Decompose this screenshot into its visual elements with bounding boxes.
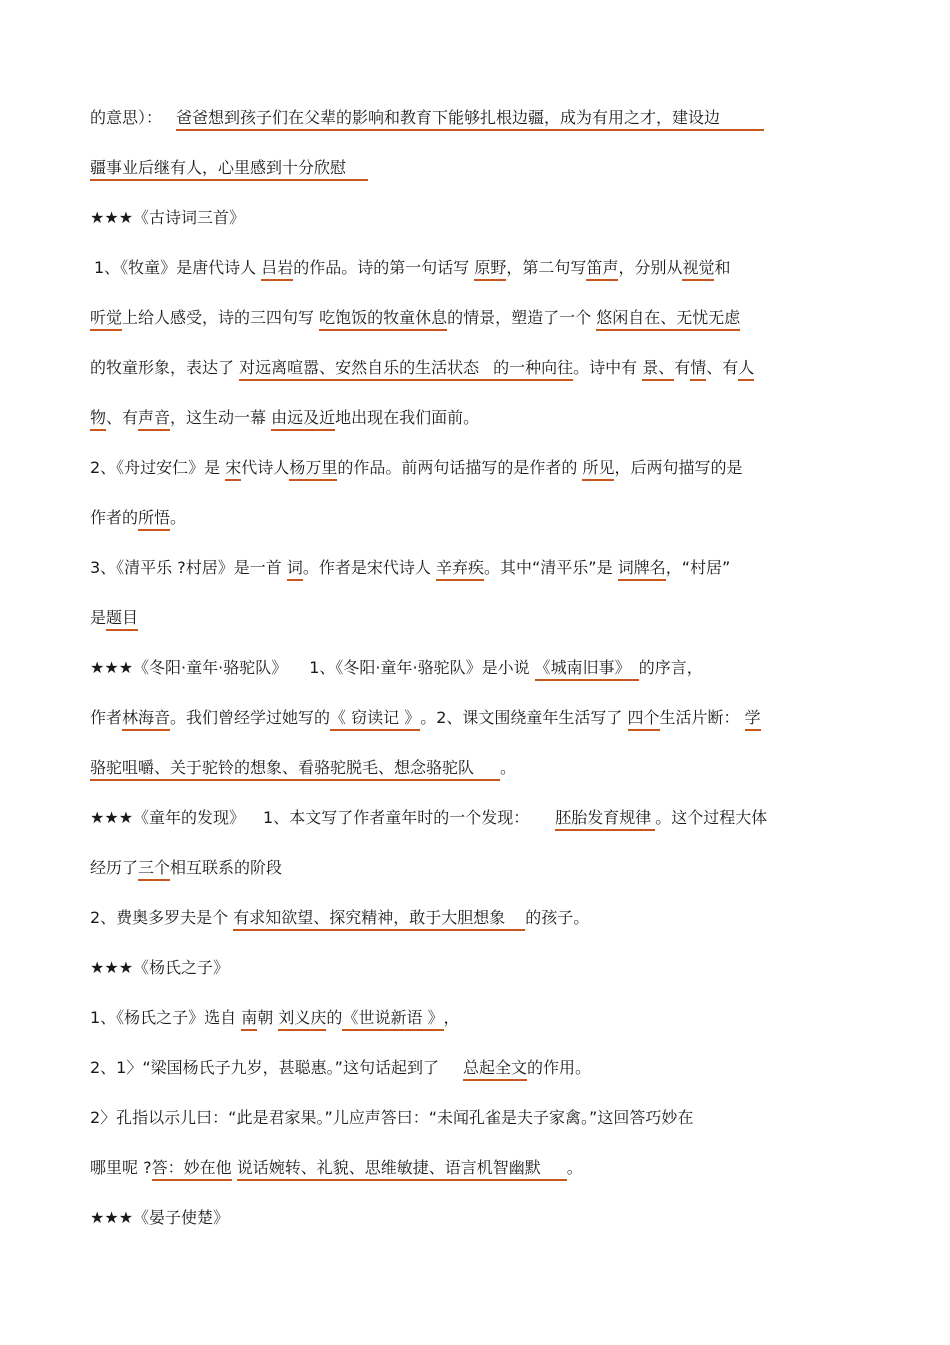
section-heading-yangshi: [90, 955, 865, 981]
text-line-4: [90, 255, 865, 281]
line-text: 和: [714, 258, 731, 277]
line-text: ，第二句写: [506, 258, 587, 277]
answer-blank: 胚胎发育规律: [555, 807, 655, 831]
text-line-21: [90, 1105, 865, 1131]
line-text: 的意思）：: [90, 108, 163, 127]
answer-blank: 疆事业后继有人，心里感到十分欣慰: [90, 157, 368, 181]
answer-blank: 题目: [106, 607, 138, 631]
text-line-7: [90, 405, 865, 431]
answer-blank: 杨万里: [289, 457, 337, 481]
text-line-9: [90, 505, 865, 531]
answer-blank: 刘义庆: [278, 1007, 326, 1031]
answer-blank: 物: [90, 407, 106, 431]
line-text: 相互联系的阶段: [170, 858, 283, 877]
answer-blank: 三个: [138, 857, 170, 881]
answer-blank: 的一种向往: [493, 357, 573, 381]
section-title: ★★★《杨氏之子》: [90, 958, 230, 977]
section-title: ★★★《童年的发现》: [90, 808, 246, 827]
answer-blank: 所悟: [138, 507, 170, 531]
text-line-22: [90, 1155, 865, 1181]
section-heading-dongyang: [90, 655, 865, 681]
line-text: 作者的: [90, 508, 139, 527]
answer-blank: 说话婉转、礼貌、思维敏捷、语言机智幽默: [237, 1157, 567, 1181]
line-text: 。诗中有: [573, 358, 638, 377]
line-text: 。: [566, 1158, 583, 1177]
line-text: 的情景，塑造了一个: [447, 308, 592, 327]
text-line-8: [90, 455, 865, 481]
line-text: ，“村居”: [665, 558, 731, 577]
answer-blank: 景、: [642, 357, 674, 381]
section-heading-yanzi: [90, 1205, 865, 1231]
line-text: 2、费奥多罗夫是个: [90, 908, 229, 927]
answer-blank: 声音: [138, 407, 170, 431]
line-text: 。2、课文围绕童年生活写了: [420, 708, 623, 727]
line-text: 的作品。诗的第一句话写: [293, 258, 470, 277]
answer-blank: 听觉: [90, 307, 122, 331]
answer-blank: 南: [241, 1007, 257, 1031]
text-line-17: [90, 905, 865, 931]
line-text: 。我们曾经学过她写的: [170, 708, 331, 727]
section-title: ★★★《晏子使楚》: [90, 1208, 230, 1227]
line-text: 上给人感受，诗的三四句写: [122, 308, 315, 327]
answer-blank: 有求知欲望、探究精神，敢于大胆想象: [233, 907, 525, 931]
answer-blank: 爸爸想到孩子们在父辈的影响和教育下能够扎根边疆，成为有用之才，建设边: [176, 107, 764, 131]
line-text: 代诗人: [241, 458, 290, 477]
line-text: 是: [90, 608, 107, 627]
line-text: 的序言，: [638, 658, 703, 677]
answer-blank: 总起全文: [463, 1057, 527, 1081]
line-text: 1、《杨氏之子》选自: [90, 1008, 237, 1027]
line-text: 的作用。: [526, 1058, 591, 1077]
line-text: 。其中“清平乐”是: [484, 558, 613, 577]
section-heading-tongnian: [90, 805, 865, 831]
line-text: 朝: [257, 1008, 274, 1027]
line-text: 2、《舟过安仁》是: [90, 458, 221, 477]
line-text: 1、《冬阳·童年·骆驼队》是小说: [309, 658, 530, 677]
answer-blank: 词牌名: [618, 557, 666, 581]
answer-blank: 学: [745, 707, 761, 731]
text-line-20: [90, 1055, 865, 1081]
answer-blank: 悠闲自在、无忧无虑: [596, 307, 740, 331]
answer-blank: 辛弃疾: [436, 557, 484, 581]
section-title: ★★★《冬阳·童年·骆驼队》: [90, 658, 288, 677]
text-line-10: [90, 555, 865, 581]
line-text: 2、1〉“梁国杨氏子九岁，甚聪惠。”这句话起到了: [90, 1058, 439, 1077]
answer-blank: 视觉: [682, 257, 714, 281]
text-line-19: [90, 1005, 865, 1031]
answer-blank: 骆驼咀嚼、关于驼铃的想象、看骆驼脱毛、想念骆驼队: [90, 757, 500, 781]
text-line-1: [90, 105, 865, 131]
line-text: ，: [443, 1008, 460, 1027]
answer-blank: 对远离喧嚣、安然自乐的生活状态: [239, 357, 493, 381]
line-text: 1、本文写了作者童年时的一个发现：: [263, 808, 530, 827]
line-text: 2〉孔指以示儿曰：“此是君家果。”儿应声答曰：“未闻孔雀是夫子家禽。”这回答巧妙在: [90, 1108, 694, 1127]
line-text: 1、《牧童》是唐代诗人: [94, 258, 257, 277]
answer-blank: 笛声: [586, 257, 618, 281]
answer-blank: 情: [690, 357, 706, 381]
text-line-13: [90, 705, 865, 731]
section-title: ★★★《古诗词三首》: [90, 208, 246, 227]
line-text: ，这生动一幕: [170, 408, 267, 427]
line-text: 生活片断：: [659, 708, 740, 727]
text-line-16: [90, 855, 865, 881]
line-text: 。作者是宋代诗人: [302, 558, 431, 577]
line-text: 的孩子。: [525, 908, 590, 927]
text-line-11: [90, 605, 865, 631]
text-line-2: [90, 155, 865, 181]
answer-blank: 宋: [225, 457, 241, 481]
answer-blank: 四个: [628, 707, 660, 731]
text-line-14: [90, 755, 865, 781]
line-text: 。: [170, 508, 187, 527]
answer-blank: 吕岩: [261, 257, 293, 281]
line-text: 、有: [106, 408, 139, 427]
answer-blank: 答：妙在他: [152, 1157, 232, 1181]
text-line-6: [90, 355, 865, 381]
answer-blank: 林海音: [122, 707, 170, 731]
line-text: 的作品。前两句话描写的是作者的: [337, 458, 578, 477]
section-heading-gushici: [90, 205, 865, 231]
line-text: ，后两句描写的是: [614, 458, 743, 477]
text-line-5: [90, 305, 865, 331]
line-text: 。这个过程大体: [655, 808, 768, 827]
line-text: 哪里呢 ?: [90, 1158, 152, 1177]
answer-blank: 人: [738, 357, 754, 381]
answer-blank: 《 窃读记 》: [330, 707, 420, 731]
line-text: 3、《清平乐 ?村居》是一首: [90, 558, 282, 577]
answer-blank: 词: [287, 557, 303, 581]
answer-blank: 原野: [474, 257, 506, 281]
answer-blank: 吃饱饭的牧童休息: [319, 307, 447, 331]
line-text: 的: [326, 1008, 343, 1027]
line-text: 。: [500, 758, 517, 777]
line-text: 作者: [90, 708, 123, 727]
line-text: 的牧童形象，表达了: [90, 358, 235, 377]
answer-blank: 《世说新语 》: [342, 1007, 443, 1031]
answer-blank: 所见: [582, 457, 614, 481]
line-text: 地出现在我们面前。: [335, 408, 480, 427]
line-text: 有: [674, 358, 691, 377]
answer-blank: 由远及近: [271, 407, 335, 431]
answer-blank: 《城南旧事》: [535, 657, 639, 681]
line-text: 经历了: [90, 858, 139, 877]
line-text: ，分别从: [618, 258, 683, 277]
line-text: 、有: [706, 358, 739, 377]
